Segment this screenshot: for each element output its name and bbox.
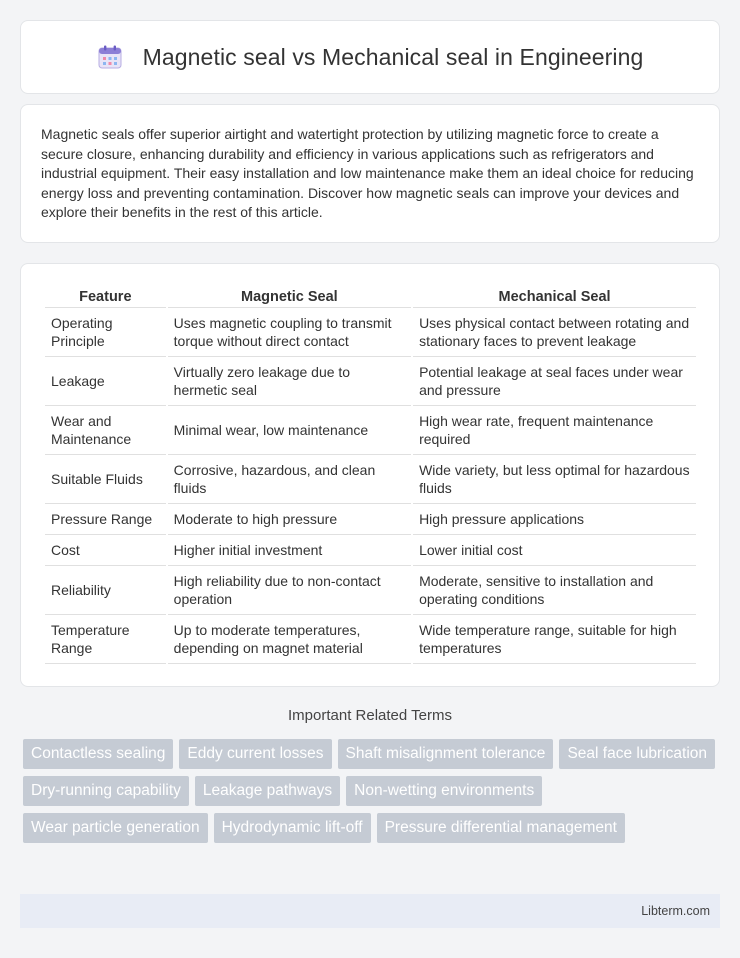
- magnetic-cell: Up to moderate temperatures, depending on magnet material: [168, 615, 411, 664]
- feature-cell: Operating Principle: [45, 308, 166, 357]
- header-card: [20, 20, 720, 94]
- footer: [20, 894, 720, 928]
- feature-cell: Suitable Fluids: [45, 455, 166, 504]
- mechanical-cell: Uses physical contact between rotating and stationary faces to prevent leakage: [413, 308, 696, 357]
- feature-cell: Temperature Range: [45, 615, 166, 664]
- mechanical-cell: Wide temperature range, suitable for high temperatures: [413, 615, 696, 664]
- magnetic-cell: Minimal wear, low maintenance: [168, 406, 411, 455]
- feature-cell: Leakage: [45, 357, 166, 406]
- intro-text: Magnetic seals offer superior airtight and watertight protection by utilizing magnetic force to create a secure closure, enhancing durability and efficiency in various applications such as refrigerators and industrial equipment. Their easy installation and low maintenance make them an ideal choice for reducing energy loss and preventing contamination. Discover how magnetic seals can improve your devices and explore their benefits in the rest of this article.: [41, 126, 694, 221]
- table-row: [45, 615, 696, 664]
- term-tag[interactable]: Eddy current losses: [179, 739, 331, 769]
- calendar-icon: [97, 44, 123, 70]
- term-tag[interactable]: Leakage pathways: [195, 776, 340, 806]
- table-header-row: [45, 286, 696, 308]
- table-row: [45, 357, 696, 406]
- magnetic-cell: Uses magnetic coupling to transmit torque without direct contact: [168, 308, 411, 357]
- mechanical-cell: Lower initial cost: [413, 535, 696, 566]
- comparison-table: [43, 286, 698, 664]
- term-tag[interactable]: Contactless sealing: [23, 739, 173, 769]
- table-row: [45, 504, 696, 535]
- table-row: [45, 308, 696, 357]
- mechanical-cell: High wear rate, frequent maintenance required: [413, 406, 696, 455]
- feature-cell: Wear and Maintenance: [45, 406, 166, 455]
- header-mechanical-seal: Mechanical Seal: [413, 286, 696, 308]
- related-terms-list: [23, 739, 723, 843]
- mechanical-cell: Moderate, sensitive to installation and operating conditions: [413, 566, 696, 615]
- footer-site-link[interactable]: Libterm.com: [641, 904, 710, 918]
- table-row: [45, 535, 696, 566]
- feature-cell: Pressure Range: [45, 504, 166, 535]
- term-tag[interactable]: Dry-running capability: [23, 776, 189, 806]
- intro-card: [20, 104, 720, 243]
- magnetic-cell: Moderate to high pressure: [168, 504, 411, 535]
- related-terms-heading: Important Related Terms: [288, 707, 452, 724]
- term-tag[interactable]: Wear particle generation: [23, 813, 208, 843]
- term-tag[interactable]: Pressure differential management: [377, 813, 625, 843]
- title-wrap: [97, 44, 644, 71]
- page-title: Magnetic seal vs Mechanical seal in Engineering: [142, 43, 644, 70]
- magnetic-cell: High reliability due to non-contact operation: [168, 566, 411, 615]
- magnetic-cell: Higher initial investment: [168, 535, 411, 566]
- term-tag[interactable]: Shaft misalignment tolerance: [338, 739, 554, 769]
- table-row: [45, 406, 696, 455]
- header-feature: Feature: [45, 286, 166, 308]
- term-tag[interactable]: Seal face lubrication: [559, 739, 715, 769]
- header-magnetic-seal: Magnetic Seal: [168, 286, 411, 308]
- term-tag[interactable]: Non-wetting environments: [346, 776, 542, 806]
- mechanical-cell: Potential leakage at seal faces under wear and pressure: [413, 357, 696, 406]
- mechanical-cell: Wide variety, but less optimal for hazardous fluids: [413, 455, 696, 504]
- comparison-card: [20, 263, 720, 687]
- mechanical-cell: High pressure applications: [413, 504, 696, 535]
- magnetic-cell: Corrosive, hazardous, and clean fluids: [168, 455, 411, 504]
- magnetic-cell: Virtually zero leakage due to hermetic seal: [168, 357, 411, 406]
- feature-cell: Cost: [45, 535, 166, 566]
- table-row: [45, 566, 696, 615]
- feature-cell: Reliability: [45, 566, 166, 615]
- term-tag[interactable]: Hydrodynamic lift-off: [214, 813, 371, 843]
- table-row: [45, 455, 696, 504]
